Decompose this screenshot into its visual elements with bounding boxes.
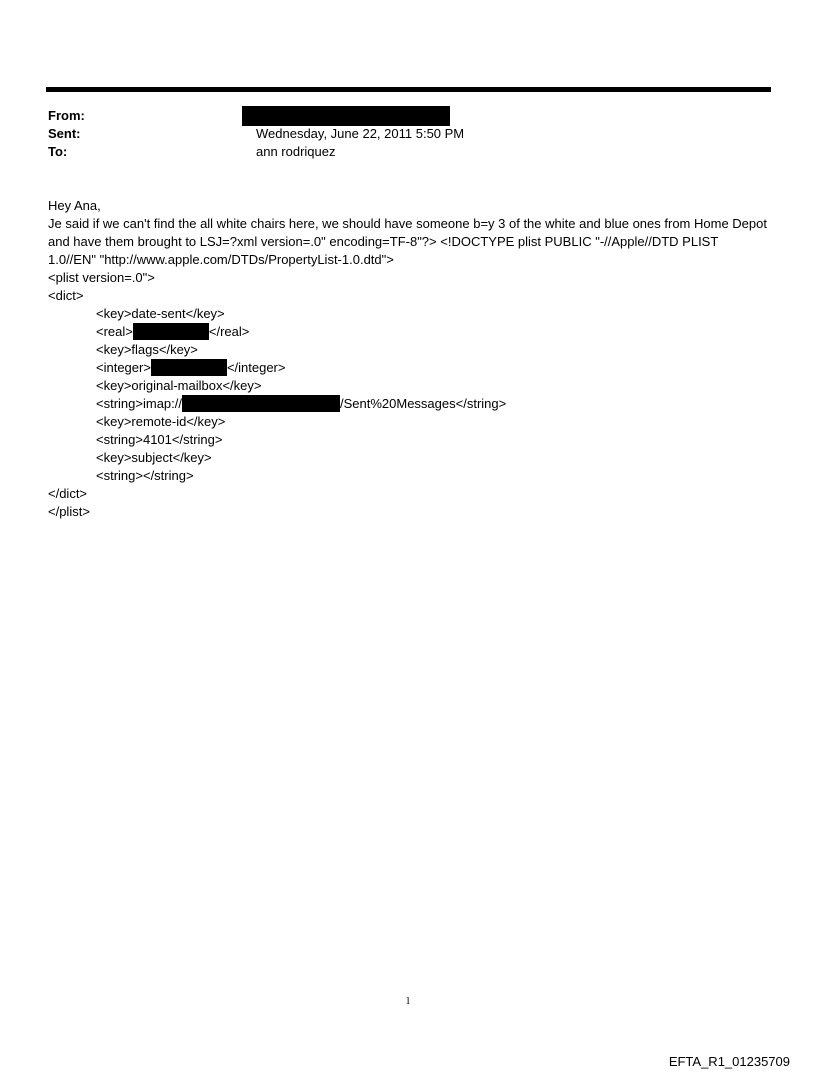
key-date-sent: <key>date-sent</key> [96, 306, 225, 321]
key-original-mailbox: <key>original-mailbox</key> [96, 378, 262, 393]
key-flags: <key>flags</key> [96, 342, 198, 357]
imap-close: /Sent%20Messages</string> [340, 396, 507, 411]
redaction-box [182, 395, 340, 412]
to-value: ann rodriquez [256, 144, 336, 159]
string-4101: <string>4101</string> [96, 432, 223, 447]
from-label: From: [48, 108, 85, 123]
integer-close: </integer> [226, 360, 286, 375]
key-remote-id: <key>remote-id</key> [96, 414, 226, 429]
imap-line [48, 395, 768, 413]
header-rule [46, 87, 771, 92]
dict-open: <dict> [48, 288, 84, 303]
dict-close: </dict> [48, 486, 88, 501]
real-line [48, 323, 768, 341]
redaction-box [242, 106, 450, 126]
key-subject: <key>subject</key> [96, 450, 212, 465]
real-open: <real> [96, 324, 133, 339]
integer-open: <integer> [96, 360, 151, 375]
redaction-box [151, 359, 227, 376]
integer-line [48, 359, 768, 377]
greeting: Hey Ana, [48, 198, 101, 213]
body-paragraph: Je said if we can't find the all white chairs here, we should have someone b=y 3 of the white and blue ones from Home Depot and have them brought to LSJ=?xml version=.0" encoding=TF-8"?> <!DOCTYPE plist PUBLIC "-//Apple//DTD PLIST 1.0//EN" "http://www.apple.com/DTDs/PropertyList-1.0.dtd"> [48, 216, 767, 267]
email-body [48, 197, 768, 521]
string-empty: <string></string> [96, 468, 194, 483]
to-label: To: [48, 144, 68, 159]
redaction-box [133, 323, 209, 340]
sent-value: Wednesday, June 22, 2011 5:50 PM [256, 126, 465, 141]
page-number: 1 [405, 996, 411, 1007]
imap-open: <string>imap:// [96, 396, 182, 411]
real-close: </real> [208, 324, 250, 339]
sent-label: Sent: [48, 126, 81, 141]
plist-open: <plist version=.0"> [48, 270, 155, 285]
bates-number: EFTA_R1_01235709 [668, 1054, 790, 1069]
plist-close: </plist> [48, 504, 90, 519]
